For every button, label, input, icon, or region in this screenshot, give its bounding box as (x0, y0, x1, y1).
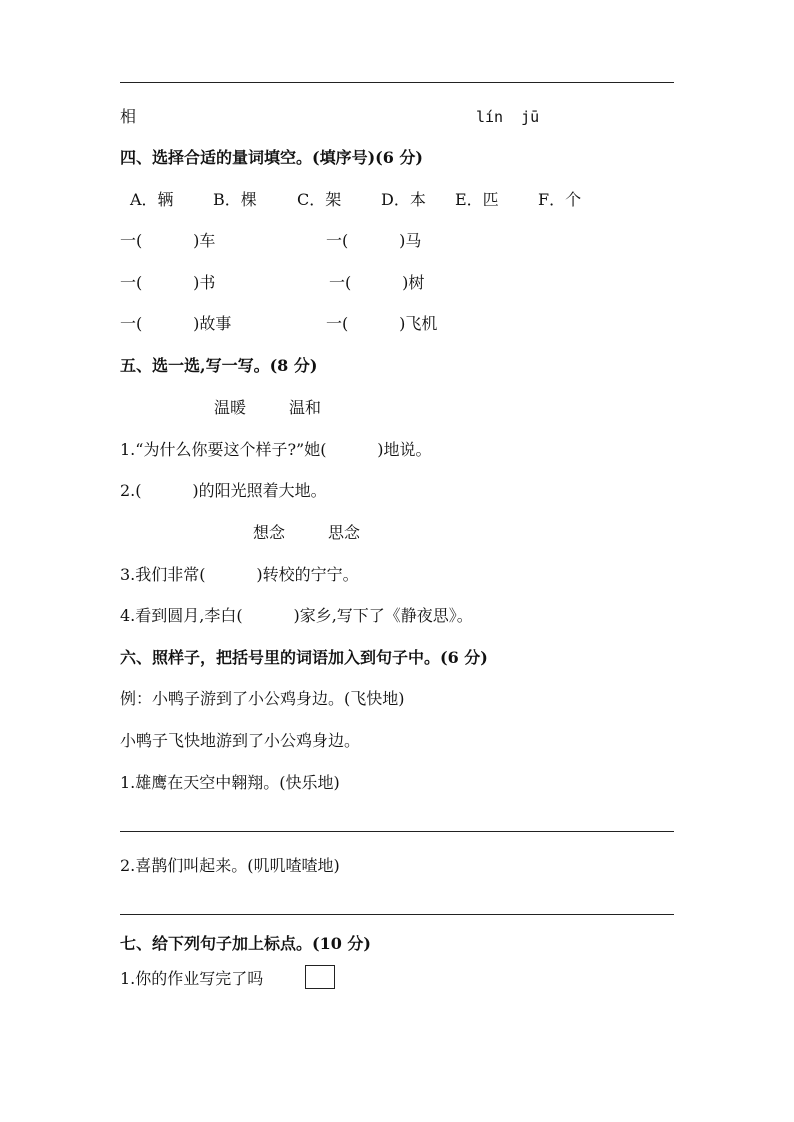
word-choice-1b: 温和 (289, 398, 322, 417)
option-b: B．棵 (213, 190, 257, 209)
punctuation-answer-box[interactable] (305, 965, 335, 989)
word-choice-2a: 想念 (253, 523, 286, 542)
question-6-2: 2.喜鹊们叫起来。(叽叽喳喳地) (120, 856, 340, 875)
question-6-1: 1.雄鹰在天空中翱翔。(快乐地) (120, 773, 340, 792)
fill-row-2-left: 一( )书 (120, 273, 216, 292)
word-choice-1a: 温暖 (214, 398, 247, 417)
fill-row-2-right: 一( )树 (329, 273, 425, 292)
word-choice-2b: 思念 (328, 523, 361, 542)
option-e: E．匹 (455, 190, 499, 209)
example-answer: 小鸭子飞快地游到了小公鸡身边。 (120, 731, 361, 750)
fill-row-1-right: 一( )马 (326, 231, 422, 250)
section-7-heading: 七、给下列句子加上标点。(10 分) (120, 934, 371, 953)
fill-row-1-left: 一( )车 (120, 231, 216, 250)
answer-line-6-2 (120, 914, 674, 915)
top-rule (120, 82, 674, 83)
top-pinyin: lín jū (476, 108, 540, 126)
question-5-1: 1.“为什么你要这个样子?”她( )地说。 (120, 440, 432, 459)
section-4-heading: 四、选择合适的量词填空。(填序号)(6 分) (120, 148, 423, 167)
question-5-4: 4.看到圆月,李白( )家乡,写下了《静夜思》。 (120, 606, 473, 625)
question-5-3: 3.我们非常( )转校的宁宁。 (120, 565, 359, 584)
answer-line-6-1 (120, 831, 674, 832)
section-5-heading: 五、选一选,写一写。(8 分) (120, 356, 318, 375)
option-d: D．本 (381, 190, 426, 209)
option-f: F．个 (538, 190, 582, 209)
option-a: A．辆 (130, 190, 174, 209)
example-sentence: 例：小鸭子游到了小公鸡身边。(飞快地) (120, 689, 405, 708)
top-fragment-char: 相 (120, 107, 137, 126)
fill-row-3-left: 一( )故事 (120, 314, 232, 333)
question-7-1: 1.你的作业写完了吗 (120, 969, 264, 988)
question-5-2: 2.( )的阳光照着大地。 (120, 481, 327, 500)
section-6-heading: 六、照样子，把括号里的词语加入到句子中。(6 分) (120, 648, 488, 667)
fill-row-3-right: 一( )飞机 (326, 314, 438, 333)
option-c: C．架 (297, 190, 342, 209)
